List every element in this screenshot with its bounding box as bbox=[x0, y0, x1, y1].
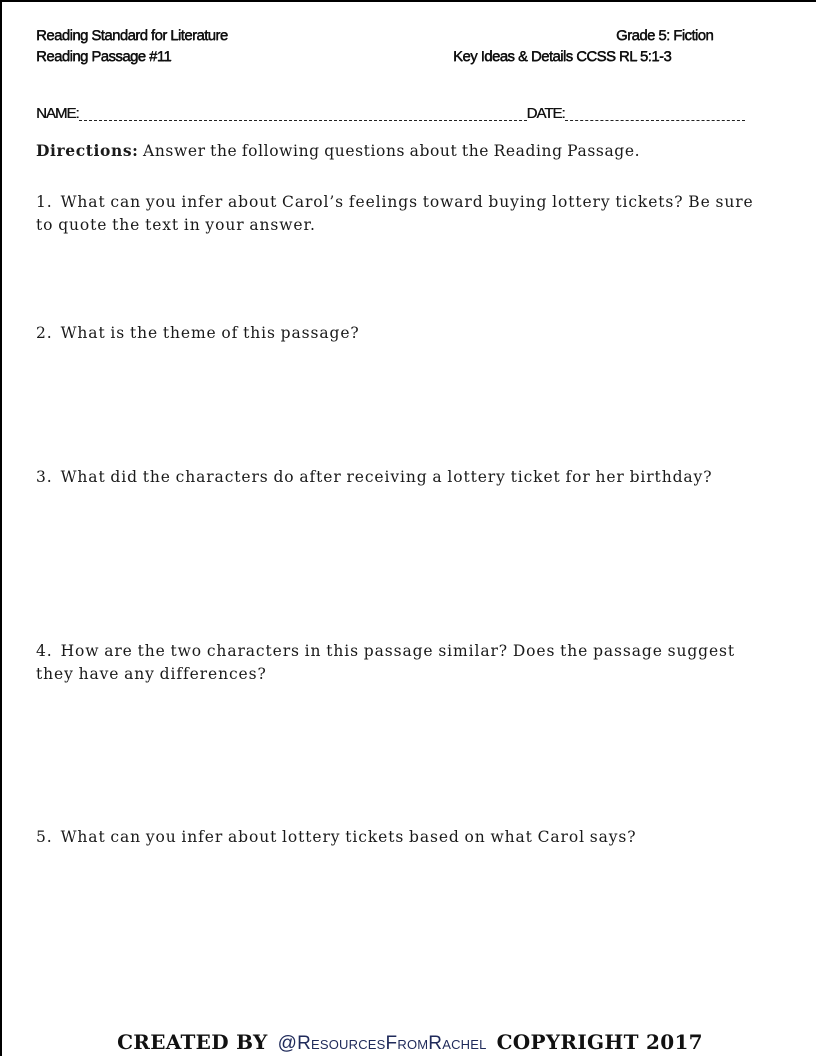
question-number: 3. bbox=[36, 468, 53, 486]
date-field[interactable] bbox=[565, 106, 745, 121]
directions-label: Directions: bbox=[36, 141, 139, 160]
standard-title: Reading Standard for Literature bbox=[36, 27, 228, 44]
date-label: DATE: bbox=[526, 105, 565, 122]
question-number: 2. bbox=[36, 324, 53, 342]
copyright-label: COPYRIGHT 2017 bbox=[496, 1030, 703, 1054]
created-by-label: CREATED BY bbox=[117, 1030, 268, 1054]
question-text: What can you infer about Carol’s feelings toward buying lottery tickets? Be sure to quote the text in your answer. bbox=[36, 193, 754, 234]
question-5 bbox=[36, 826, 756, 849]
question-text: What can you infer about lottery tickets based on what Carol says? bbox=[60, 828, 637, 846]
question-text: What did the characters do after receiving a lottery ticket for her birthday? bbox=[60, 468, 713, 486]
question-2 bbox=[36, 322, 756, 345]
question-text: How are the two characters in this passage similar? Does the passage suggest they have any differences? bbox=[36, 642, 736, 683]
question-4 bbox=[36, 640, 756, 686]
directions-text: Answer the following questions about the Reading Passage. bbox=[143, 142, 641, 160]
author-handle: @ResourcesFromRachel bbox=[277, 1033, 487, 1054]
question-3 bbox=[36, 466, 756, 489]
directions bbox=[36, 141, 640, 161]
passage-number: Reading Passage #11 bbox=[36, 48, 172, 65]
student-info-row bbox=[36, 99, 768, 123]
question-number: 1. bbox=[36, 193, 53, 211]
grade-label: Grade 5: Fiction bbox=[616, 27, 714, 44]
name-field[interactable] bbox=[79, 106, 527, 121]
name-label: NAME: bbox=[36, 105, 79, 122]
footer-credit bbox=[2, 1029, 816, 1058]
question-number: 4. bbox=[36, 642, 53, 660]
standard-code: Key Ideas & Details CCSS RL 5:1-3 bbox=[453, 48, 672, 65]
question-text: What is the theme of this passage? bbox=[60, 324, 360, 342]
question-1 bbox=[36, 191, 756, 237]
question-number: 5. bbox=[36, 828, 53, 846]
